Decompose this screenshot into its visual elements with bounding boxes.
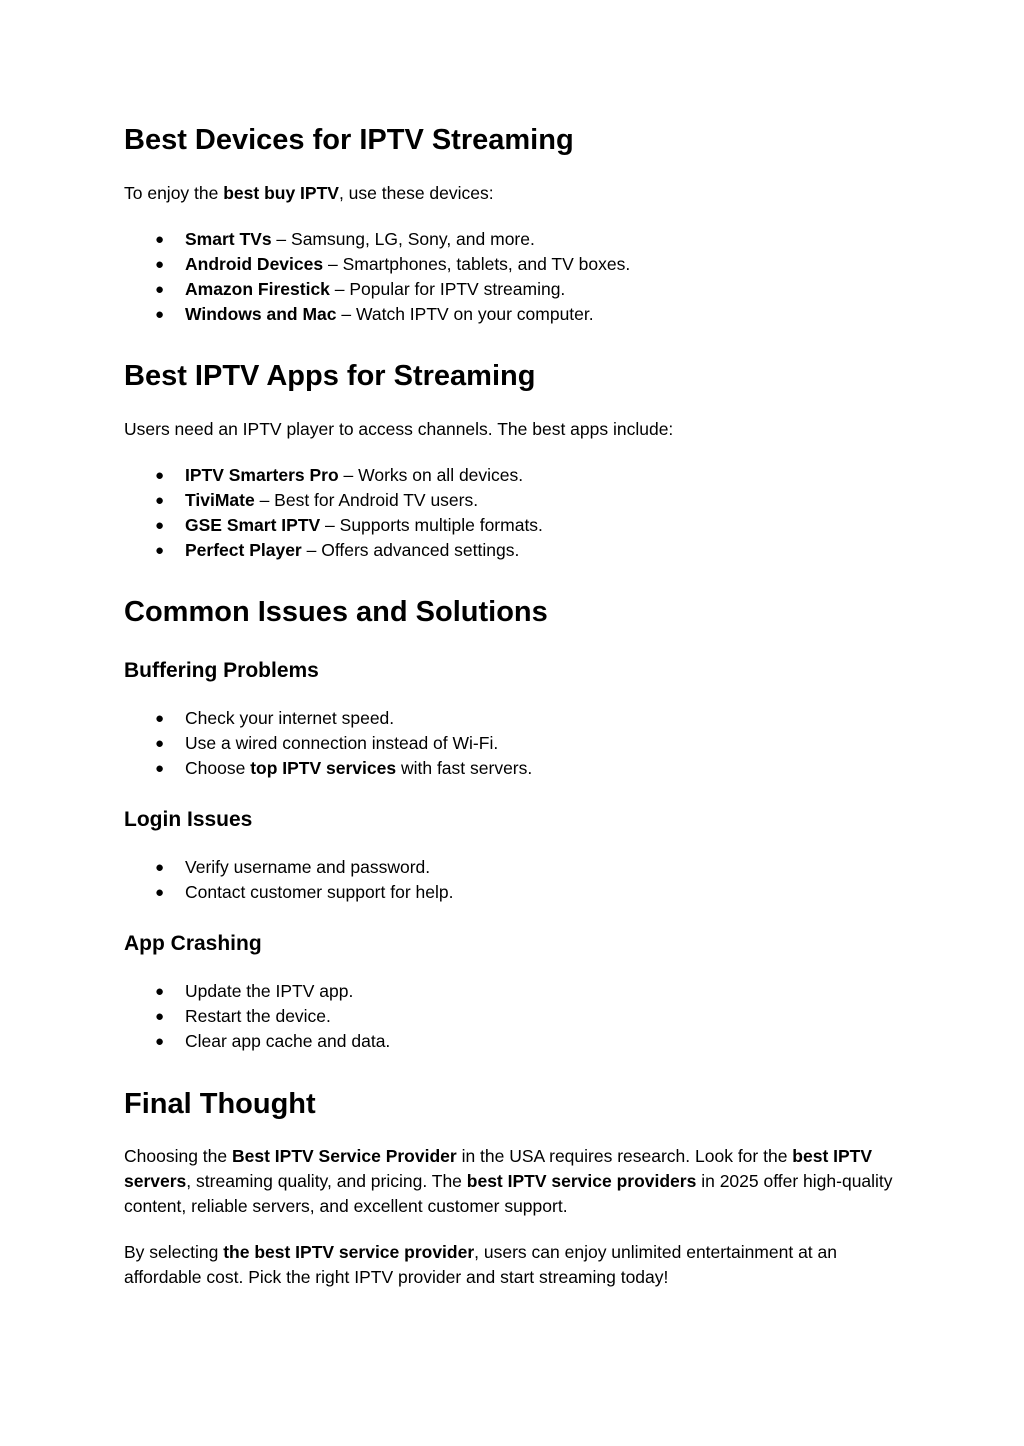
list-item: ● Amazon Firestick – Popular for IPTV streaming.	[124, 277, 630, 302]
bullet-icon: ●	[155, 710, 165, 727]
heading-best-apps: Best IPTV Apps for Streaming	[124, 360, 536, 392]
crashing-list	[124, 979, 390, 1054]
apps-list	[124, 463, 543, 563]
final-paragraph-2: By selecting the best IPTV service provider, users can enjoy unlimited entertainment at an affordable cost. Pick the right IPTV provider and start streaming today!	[124, 1242, 837, 1287]
buffering-list	[124, 706, 532, 781]
bullet-icon: ●	[155, 542, 165, 559]
devices-intro: To enjoy the best buy IPTV, use these devices:	[124, 183, 494, 203]
apps-intro: Users need an IPTV player to access channels. The best apps include:	[124, 419, 674, 439]
bullet-icon: ●	[155, 231, 165, 248]
bullet-icon: ●	[155, 1008, 165, 1025]
list-item: ● Perfect Player – Offers advanced settings.	[124, 538, 543, 563]
list-item: ● Android Devices – Smartphones, tablets, and TV boxes.	[124, 252, 630, 277]
heading-best-devices: Best Devices for IPTV Streaming	[124, 124, 574, 156]
bullet-icon: ●	[155, 884, 165, 901]
list-item: ● Verify username and password.	[124, 855, 453, 880]
bullet-icon: ●	[155, 492, 165, 509]
bullet-icon: ●	[155, 281, 165, 298]
list-item: ● Restart the device.	[124, 1004, 390, 1029]
bullet-icon: ●	[155, 859, 165, 876]
bullet-icon: ●	[155, 517, 165, 534]
bullet-icon: ●	[155, 256, 165, 273]
list-item: ● Update the IPTV app.	[124, 979, 390, 1004]
bullet-icon: ●	[155, 1033, 165, 1050]
list-item: ● Windows and Mac – Watch IPTV on your computer.	[124, 302, 630, 327]
list-item: ● Contact customer support for help.	[124, 880, 453, 905]
heading-final-thought: Final Thought	[124, 1088, 316, 1120]
list-item: ● Check your internet speed.	[124, 706, 532, 731]
heading-login-issues: Login Issues	[124, 808, 253, 831]
bullet-icon: ●	[155, 760, 165, 777]
heading-app-crashing: App Crashing	[124, 932, 262, 955]
login-list	[124, 855, 453, 905]
bullet-icon: ●	[155, 983, 165, 1000]
list-item: ● GSE Smart IPTV – Supports multiple formats.	[124, 513, 543, 538]
bullet-icon: ●	[155, 735, 165, 752]
devices-list	[124, 227, 630, 327]
bullet-icon: ●	[155, 467, 165, 484]
bullet-icon: ●	[155, 306, 165, 323]
final-paragraph-1: Choosing the Best IPTV Service Provider in the USA requires research. Look for the best IPTV servers, streaming quality, and pricing. The best IPTV service providers in 2025 offer high-quality content, reliable servers, and excellent customer support.	[124, 1146, 893, 1216]
heading-buffering: Buffering Problems	[124, 659, 319, 682]
list-item: ● IPTV Smarters Pro – Works on all devices.	[124, 463, 543, 488]
list-item: ● Clear app cache and data.	[124, 1029, 390, 1054]
list-item: ● TiviMate – Best for Android TV users.	[124, 488, 543, 513]
list-item: ● Choose top IPTV services with fast servers.	[124, 756, 532, 781]
list-item: ● Use a wired connection instead of Wi-Fi.	[124, 731, 532, 756]
list-item: ● Smart TVs – Samsung, LG, Sony, and more.	[124, 227, 630, 252]
heading-common-issues: Common Issues and Solutions	[124, 596, 548, 628]
